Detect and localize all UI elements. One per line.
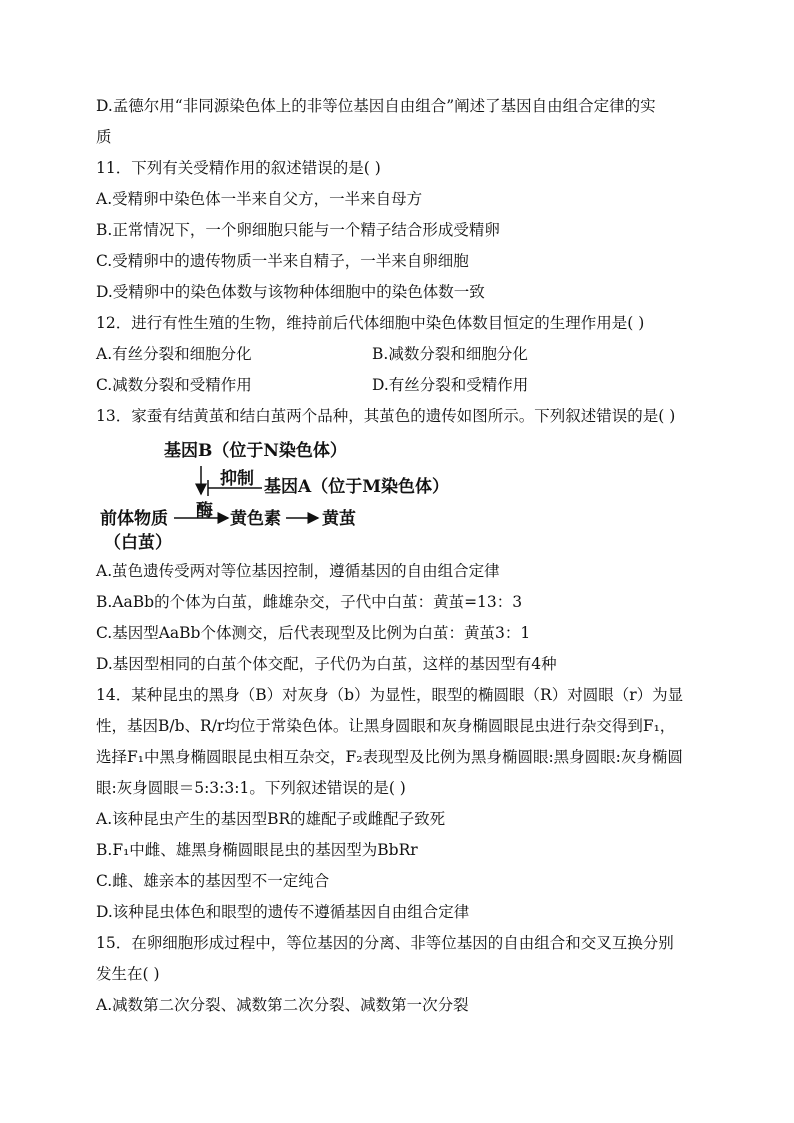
q14-stem-line2: 性，基因B/b、R/r均位于常染色体。让黑身圆眼和灰身椭圆眼昆虫进行杂交得到F₁， bbox=[96, 717, 676, 735]
q14-stem-line3: 选择F₁中黑身椭圆眼昆虫相互杂交，F₂表现型及比例为黑身椭圆眼:黑身圆眼:灰身椭圆 bbox=[96, 748, 683, 766]
q11-option-b: B.正常情况下，一个卵细胞只能与一个精子结合形成受精卵 bbox=[96, 221, 500, 239]
enzyme-label: 酶 bbox=[196, 501, 213, 521]
q11-stem: 11．下列有关受精作用的叙述错误的是( ) bbox=[96, 159, 381, 177]
cocoon-color-pathway-diagram bbox=[96, 432, 476, 552]
q14-option-c: C.雌、雄亲本的基因型不一定纯合 bbox=[96, 872, 330, 890]
q15-stem-line1: 15．在卵细胞形成过程中，等位基因的分离、非等位基因的自由组合和交叉互换分别 bbox=[96, 934, 674, 952]
q11-option-c: C.受精卵中的遗传物质一半来自精子，一半来自卵细胞 bbox=[96, 252, 469, 270]
q13-option-d: D.基因型相同的白茧个体交配，子代仍为白茧，这样的基因型有4种 bbox=[96, 655, 557, 673]
pigment-label: 黄色素 bbox=[230, 509, 281, 529]
yellow-cocoon-label: 黄茧 bbox=[322, 509, 356, 529]
q13-stem: 13．家蚕有结黄茧和结白茧两个品种，其茧色的遗传如图所示。下列叙述错误的是( ) bbox=[96, 407, 676, 425]
gene-b-label: 基因B（位于N染色体） bbox=[164, 441, 347, 461]
q11-option-d: D.受精卵中的染色体数与该物种体细胞中的染色体数一致 bbox=[96, 283, 485, 301]
q10-option-d-line1: D.孟德尔用“非同源染色体上的非等位基因自由组合”阐述了基因自由组合定律的实 bbox=[96, 97, 656, 115]
inhibit-label: 抑制 bbox=[220, 469, 254, 489]
q12-option-b: B.减数分裂和细胞分化 bbox=[372, 345, 528, 363]
q12-stem: 12．进行有性生殖的生物，维持前后代体细胞中染色体数目恒定的生理作用是( ) bbox=[96, 314, 645, 332]
q13-option-a: A.茧色遗传受两对等位基因控制，遵循基因的自由组合定律 bbox=[96, 562, 500, 580]
q10-option-d-line2: 质 bbox=[96, 128, 112, 146]
q14-stem-line4: 眼:灰身圆眼＝5:3:3:1。下列叙述错误的是( ) bbox=[96, 779, 406, 797]
q12-option-d: D.有丝分裂和受精作用 bbox=[372, 376, 529, 394]
q14-option-d: D.该种昆虫体色和眼型的遗传不遵循基因自由组合定律 bbox=[96, 903, 470, 921]
q13-option-b: B.AaBb的个体为白茧，雌雄杂交，子代中白茧：黄茧=13：3 bbox=[96, 593, 523, 611]
q12-option-a: A.有丝分裂和细胞分化 bbox=[96, 345, 252, 363]
q14-stem-line1: 14．某种昆虫的黑身（B）对灰身（b）为显性，眼型的椭圆眼（R）对圆眼（r）为显 bbox=[96, 686, 684, 704]
q12-option-c: C.减数分裂和受精作用 bbox=[96, 376, 252, 394]
q13-option-c: C.基因型AaBb个体测交，后代表现型及比例为白茧：黄茧3：1 bbox=[96, 624, 531, 642]
q11-option-a: A.受精卵中染色体一半来自父方，一半来自母方 bbox=[96, 190, 423, 208]
q15-stem-line2: 发生在( ) bbox=[96, 965, 160, 983]
gene-a-label: 基因A（位于M染色体） bbox=[264, 477, 450, 497]
precursor-label: 前体物质 bbox=[100, 509, 168, 529]
q15-option-a: A.减数第二次分裂、减数第二次分裂、减数第一次分裂 bbox=[96, 996, 469, 1014]
q14-option-a: A.该种昆虫产生的基因型BR的雄配子或雌配子致死 bbox=[96, 810, 446, 828]
q14-option-b: B.F₁中雌、雄黑身椭圆眼昆虫的基因型为BbRr bbox=[96, 841, 418, 859]
white-cocoon-label: （白茧） bbox=[104, 533, 172, 552]
